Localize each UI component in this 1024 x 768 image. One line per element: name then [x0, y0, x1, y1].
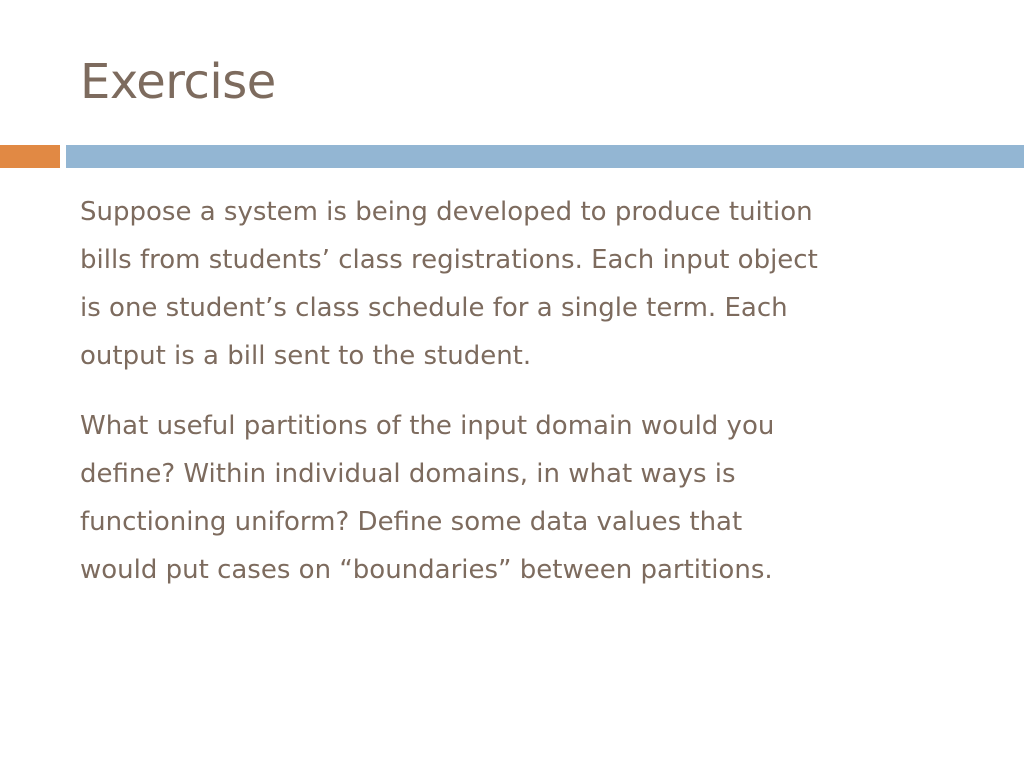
body-line: functioning uniform? Define some data values that — [80, 507, 743, 537]
slide-body — [80, 188, 980, 616]
body-line: What useful partitions of the input domain would you — [80, 411, 775, 441]
body-line: bills from students’ class registrations. Each input object — [80, 245, 818, 275]
paragraph-scenario — [80, 188, 980, 380]
body-line: output is a bill sent to the student. — [80, 341, 532, 371]
body-line: Suppose a system is being developed to produce tuition — [80, 197, 813, 227]
accent-bar-blue — [66, 145, 1024, 168]
body-line: define? Within individual domains, in what ways is — [80, 459, 736, 489]
slide-title: Exercise — [80, 54, 276, 110]
paragraph-question — [80, 402, 980, 594]
body-line: is one student’s class schedule for a single term. Each — [80, 293, 788, 323]
accent-bar-orange — [0, 145, 60, 168]
body-line: would put cases on “boundaries” between partitions. — [80, 555, 773, 585]
